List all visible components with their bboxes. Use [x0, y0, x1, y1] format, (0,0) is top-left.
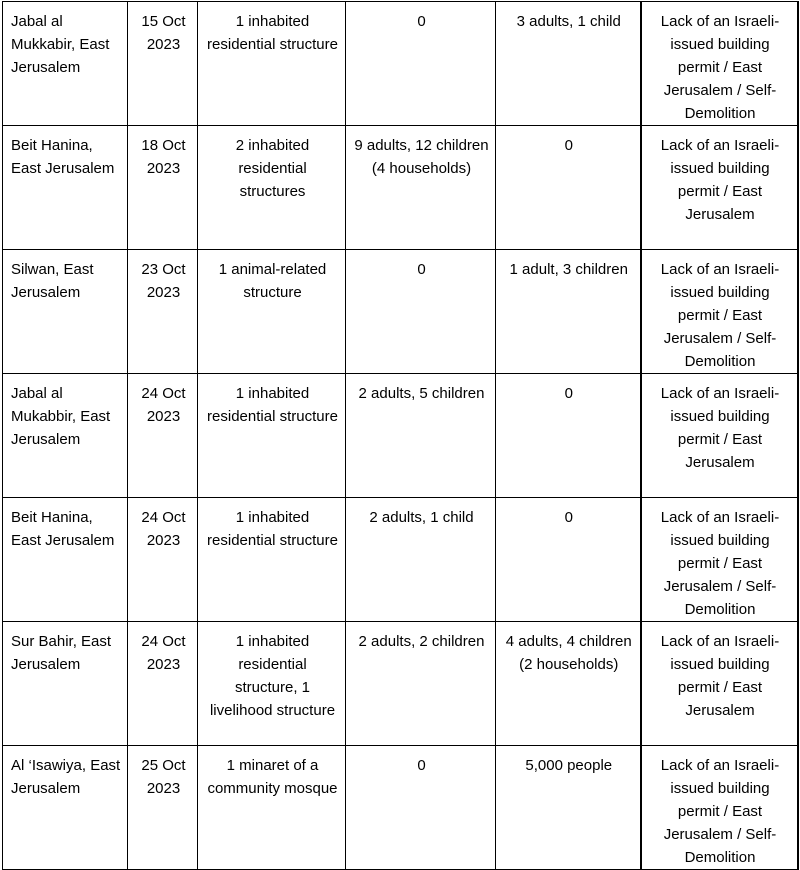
cell-displaced: 0: [346, 746, 496, 870]
table-row: [3, 498, 798, 622]
cell-displaced: 2 adults, 5 children: [346, 374, 496, 498]
cell-location: Silwan, East Jerusalem: [3, 250, 128, 374]
cell-displaced: 9 adults, 12 children (4 households): [346, 126, 496, 250]
table-row: [3, 374, 798, 498]
cell-structures: 1 animal-related structure: [198, 250, 346, 374]
cell-structures: 2 inhabited residential structures: [198, 126, 346, 250]
cell-displaced: 0: [346, 2, 496, 126]
cell-structures: 1 inhabited residential structure: [198, 374, 346, 498]
cell-reason: Lack of an Israeli-issued building permit / East Jerusalem: [641, 374, 798, 498]
cell-structures: 1 inhabited residential structure: [198, 2, 346, 126]
cell-date: 23 Oct 2023: [128, 250, 198, 374]
cell-structures: 1 inhabited residential structure, 1 livelihood structure: [198, 622, 346, 746]
cell-date: 18 Oct 2023: [128, 126, 198, 250]
cell-location: Sur Bahir, East Jerusalem: [3, 622, 128, 746]
cell-date: 24 Oct 2023: [128, 374, 198, 498]
cell-reason: Lack of an Israeli-issued building permit / East Jerusalem: [641, 126, 798, 250]
cell-displaced: 2 adults, 1 child: [346, 498, 496, 622]
cell-displaced: 0: [346, 250, 496, 374]
cell-date: 24 Oct 2023: [128, 498, 198, 622]
cell-date: 24 Oct 2023: [128, 622, 198, 746]
cell-structures: 1 minaret of a community mosque: [198, 746, 346, 870]
cell-location: Jabal al Mukkabir, East Jerusalem: [3, 2, 128, 126]
cell-date: 15 Oct 2023: [128, 2, 198, 126]
cell-reason: Lack of an Israeli-issued building permit / East Jerusalem / Self-Demolition: [641, 2, 798, 126]
demolitions-table: [2, 1, 799, 870]
cell-affected: 1 adult, 3 children: [496, 250, 641, 374]
cell-displaced: 2 adults, 2 children: [346, 622, 496, 746]
cell-structures: 1 inhabited residential structure: [198, 498, 346, 622]
table-row: [3, 2, 798, 126]
cell-affected: 3 adults, 1 child: [496, 2, 641, 126]
table-row: [3, 622, 798, 746]
cell-affected: 5,000 people: [496, 746, 641, 870]
cell-date: 25 Oct 2023: [128, 746, 198, 870]
cell-affected: 4 adults, 4 children (2 households): [496, 622, 641, 746]
cell-reason: Lack of an Israeli-issued building permit / East Jerusalem / Self-Demolition: [641, 746, 798, 870]
table-row: [3, 250, 798, 374]
cell-location: Beit Hanina, East Jerusalem: [3, 498, 128, 622]
cell-reason: Lack of an Israeli-issued building permit / East Jerusalem / Self-Demolition: [641, 250, 798, 374]
cell-affected: 0: [496, 374, 641, 498]
table-row: [3, 746, 798, 870]
cell-location: Beit Hanina, East Jerusalem: [3, 126, 128, 250]
cell-affected: 0: [496, 126, 641, 250]
table-row: [3, 126, 798, 250]
cell-reason: Lack of an Israeli-issued building permit / East Jerusalem: [641, 622, 798, 746]
cell-location: Jabal al Mukabbir, East Jerusalem: [3, 374, 128, 498]
cell-location: Al ‘Isawiya, East Jerusalem: [3, 746, 128, 870]
cell-affected: 0: [496, 498, 641, 622]
cell-reason: Lack of an Israeli-issued building permit / East Jerusalem / Self-Demolition: [641, 498, 798, 622]
